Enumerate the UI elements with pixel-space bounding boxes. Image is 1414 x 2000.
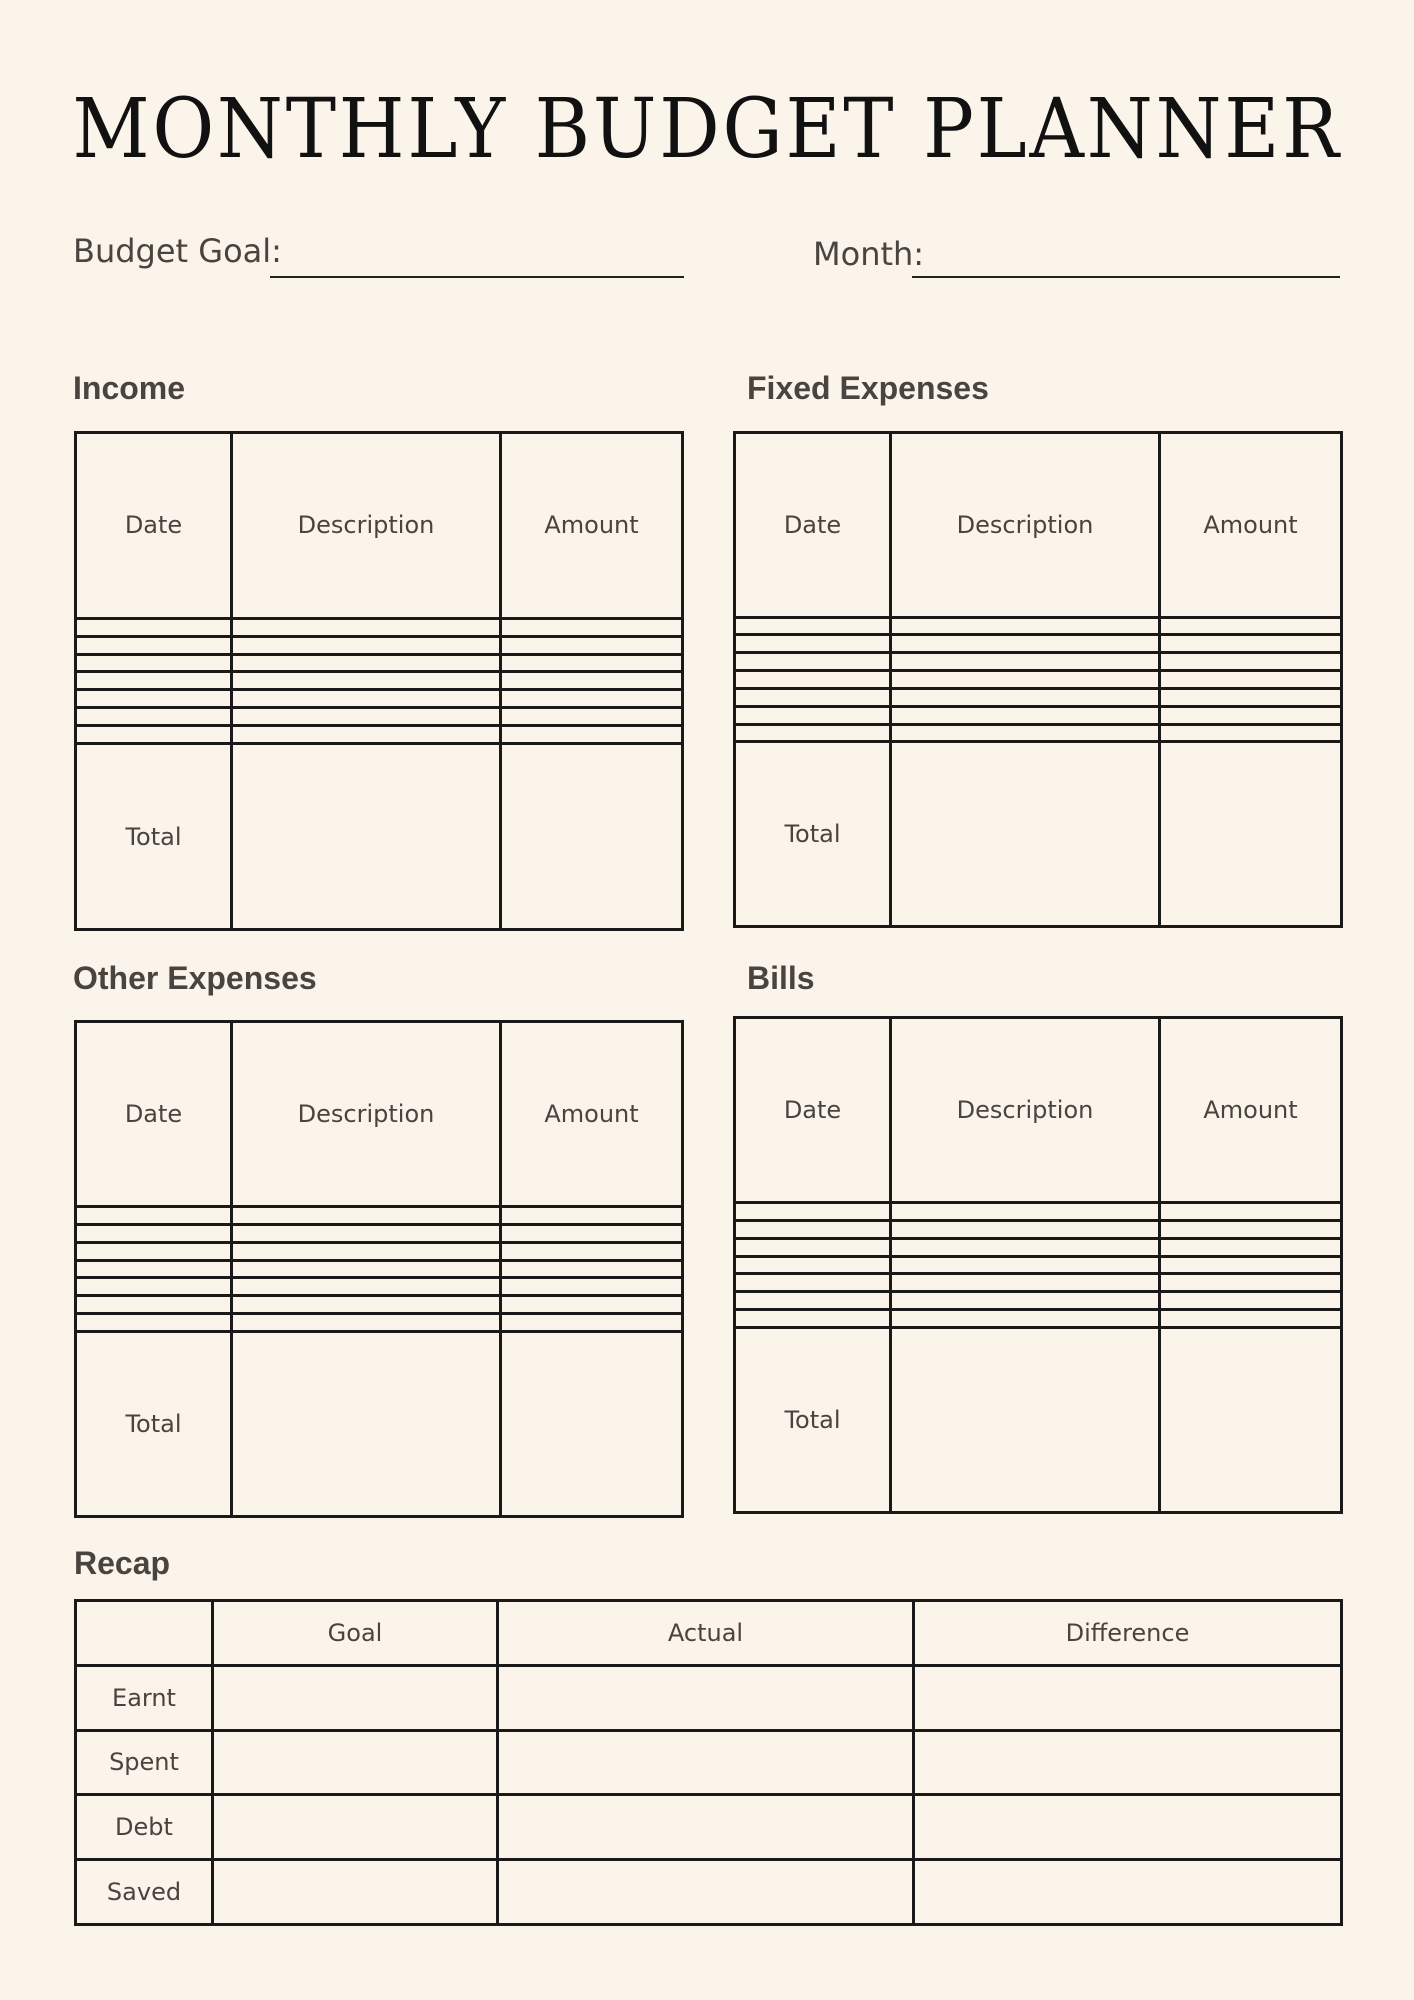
- recap-header-goal: Goal: [213, 1601, 498, 1666]
- fixed-expenses-cell-description[interactable]: [891, 688, 1160, 706]
- income-cell-amount[interactable]: [501, 618, 683, 636]
- recap-row-debt: [76, 1795, 1342, 1860]
- table-row: [76, 1296, 683, 1314]
- fixed-expenses-cell-description[interactable]: [891, 671, 1160, 689]
- table-row: [735, 617, 1342, 635]
- other-expenses-cell-amount[interactable]: [501, 1314, 683, 1332]
- table-row: [76, 690, 683, 708]
- table-row: [735, 1256, 1342, 1274]
- bills-cell-date[interactable]: [735, 1310, 891, 1328]
- recap-row-saved: [76, 1860, 1342, 1925]
- bills-total-amount[interactable]: [1160, 1328, 1342, 1513]
- other-expenses-cell-description[interactable]: [232, 1278, 501, 1296]
- page-title: MONTHLY BUDGET PLANNER: [72, 82, 1342, 177]
- income-header-row: [76, 433, 683, 619]
- fixed-expenses-cell-date[interactable]: [735, 688, 891, 706]
- bills-cell-date[interactable]: [735, 1202, 891, 1220]
- income-cell-description[interactable]: [232, 726, 501, 744]
- recap-cell-goal[interactable]: [213, 1730, 498, 1795]
- income-total-description[interactable]: [232, 744, 501, 930]
- fixed-expenses-cell-amount[interactable]: [1160, 617, 1342, 635]
- table-row: [76, 1242, 683, 1260]
- bills-cell-amount[interactable]: [1160, 1274, 1342, 1292]
- other-expenses-cell-date[interactable]: [76, 1206, 232, 1224]
- income-cell-description[interactable]: [232, 690, 501, 708]
- recap-cell-goal[interactable]: [213, 1665, 498, 1730]
- fixed-expenses-cell-amount[interactable]: [1160, 706, 1342, 724]
- table-row: [735, 1202, 1342, 1220]
- recap-cell-goal[interactable]: [213, 1860, 498, 1925]
- recap-header-difference: Difference: [914, 1601, 1342, 1666]
- fixed-expenses-cell-date[interactable]: [735, 671, 891, 689]
- bills-total-label: Total: [735, 1328, 891, 1513]
- other-expenses-cell-amount[interactable]: [501, 1242, 683, 1260]
- other-expenses-header-amount: Amount: [501, 1022, 683, 1207]
- other-expenses-cell-amount[interactable]: [501, 1278, 683, 1296]
- fixed-expenses-cell-amount[interactable]: [1160, 671, 1342, 689]
- fixed-expenses-cell-date[interactable]: [735, 724, 891, 742]
- recap-row-earnt: [76, 1665, 1342, 1730]
- bills-cell-description[interactable]: [891, 1238, 1160, 1256]
- bills-title: Bills: [747, 960, 815, 996]
- table-row: [735, 1274, 1342, 1292]
- other-expenses-cell-date[interactable]: [76, 1260, 232, 1278]
- income-header-description: Description: [232, 433, 501, 619]
- table-row: [735, 1238, 1342, 1256]
- recap-header-actual: Actual: [498, 1601, 914, 1666]
- recap-cell-actual[interactable]: [498, 1795, 914, 1860]
- fixed-expenses-header-description: Description: [891, 433, 1160, 618]
- table-row: [76, 654, 683, 672]
- bills-cell-description[interactable]: [891, 1256, 1160, 1274]
- other-expenses-cell-amount[interactable]: [501, 1260, 683, 1278]
- recap-cell-difference[interactable]: [914, 1795, 1342, 1860]
- fixed-expenses-header-amount: Amount: [1160, 433, 1342, 618]
- table-row: [735, 671, 1342, 689]
- table-row: [735, 688, 1342, 706]
- other-expenses-cell-description[interactable]: [232, 1314, 501, 1332]
- table-row: [76, 1278, 683, 1296]
- table-row: [76, 636, 683, 654]
- other-expenses-cell-description[interactable]: [232, 1206, 501, 1224]
- bills-cell-description[interactable]: [891, 1202, 1160, 1220]
- table-row: [76, 1314, 683, 1332]
- recap-cell-actual[interactable]: [498, 1730, 914, 1795]
- income-cell-date[interactable]: [76, 690, 232, 708]
- income-cell-description[interactable]: [232, 672, 501, 690]
- bills-header-row: [735, 1018, 1342, 1203]
- table-row: [735, 653, 1342, 671]
- bills-header-date: Date: [735, 1018, 891, 1203]
- income-cell-description[interactable]: [232, 708, 501, 726]
- income-header-amount: Amount: [501, 433, 683, 619]
- table-row: [735, 635, 1342, 653]
- other-expenses-header-description: Description: [232, 1022, 501, 1207]
- fixed-expenses-cell-description[interactable]: [891, 706, 1160, 724]
- income-cell-date[interactable]: [76, 726, 232, 744]
- table-row: [76, 1260, 683, 1278]
- recap-cell-actual[interactable]: [498, 1860, 914, 1925]
- bills-table: [733, 1016, 1343, 1514]
- table-row: [76, 1206, 683, 1224]
- table-row: [76, 672, 683, 690]
- recap-cell-difference[interactable]: [914, 1665, 1342, 1730]
- recap-header-row: [76, 1601, 1342, 1666]
- bills-cell-date[interactable]: [735, 1220, 891, 1238]
- income-cell-amount[interactable]: [501, 636, 683, 654]
- bills-cell-description[interactable]: [891, 1292, 1160, 1310]
- bills-cell-date[interactable]: [735, 1256, 891, 1274]
- bills-cell-amount[interactable]: [1160, 1310, 1342, 1328]
- budget-goal-label: Budget Goal:: [73, 232, 282, 270]
- fixed-expenses-total-amount[interactable]: [1160, 742, 1342, 927]
- bills-header-description: Description: [891, 1018, 1160, 1203]
- income-total-row: [76, 744, 683, 930]
- income-cell-date[interactable]: [76, 618, 232, 636]
- recap-cell-difference[interactable]: [914, 1860, 1342, 1925]
- income-cell-description[interactable]: [232, 654, 501, 672]
- income-cell-date[interactable]: [76, 654, 232, 672]
- income-cell-amount[interactable]: [501, 726, 683, 744]
- fixed-expenses-total-label: Total: [735, 742, 891, 927]
- income-cell-amount[interactable]: [501, 654, 683, 672]
- income-cell-description[interactable]: [232, 618, 501, 636]
- table-row: [76, 618, 683, 636]
- fixed-expenses-header-date: Date: [735, 433, 891, 618]
- other-expenses-cell-date[interactable]: [76, 1278, 232, 1296]
- recap-corner-cell: [76, 1601, 213, 1666]
- recap-row-label: Debt: [76, 1795, 213, 1860]
- fixed-expenses-table: [733, 431, 1343, 928]
- table-row: [76, 1224, 683, 1242]
- recap-row-label: Saved: [76, 1860, 213, 1925]
- month-label: Month:: [813, 235, 925, 273]
- bills-header-amount: Amount: [1160, 1018, 1342, 1203]
- fixed-expenses-cell-amount[interactable]: [1160, 688, 1342, 706]
- recap-row-label: Earnt: [76, 1665, 213, 1730]
- other-expenses-total-label: Total: [76, 1332, 232, 1517]
- other-expenses-header-date: Date: [76, 1022, 232, 1207]
- recap-row-label: Spent: [76, 1730, 213, 1795]
- income-cell-amount[interactable]: [501, 672, 683, 690]
- bills-cell-description[interactable]: [891, 1274, 1160, 1292]
- bills-cell-date[interactable]: [735, 1238, 891, 1256]
- fixed-expenses-cell-amount[interactable]: [1160, 635, 1342, 653]
- income-title: Income: [73, 370, 186, 406]
- fixed-expenses-cell-amount[interactable]: [1160, 724, 1342, 742]
- bills-total-description[interactable]: [891, 1328, 1160, 1513]
- other-expenses-header-row: [76, 1022, 683, 1207]
- other-expenses-title: Other Expenses: [73, 960, 317, 996]
- table-row: [735, 724, 1342, 742]
- other-expenses-table: [74, 1020, 684, 1518]
- income-cell-description[interactable]: [232, 636, 501, 654]
- income-cell-amount[interactable]: [501, 690, 683, 708]
- bills-cell-date[interactable]: [735, 1292, 891, 1310]
- other-expenses-cell-date[interactable]: [76, 1296, 232, 1314]
- fixed-expenses-title: Fixed Expenses: [747, 370, 989, 406]
- other-expenses-cell-amount[interactable]: [501, 1296, 683, 1314]
- bills-cell-amount[interactable]: [1160, 1202, 1342, 1220]
- month-field[interactable]: [912, 276, 1340, 278]
- income-cell-date[interactable]: [76, 672, 232, 690]
- other-expenses-cell-date[interactable]: [76, 1314, 232, 1332]
- other-expenses-cell-date[interactable]: [76, 1242, 232, 1260]
- other-expenses-cell-description[interactable]: [232, 1260, 501, 1278]
- other-expenses-cell-description[interactable]: [232, 1296, 501, 1314]
- other-expenses-cell-date[interactable]: [76, 1224, 232, 1242]
- table-row: [735, 1220, 1342, 1238]
- other-expenses-cell-amount[interactable]: [501, 1206, 683, 1224]
- bills-cell-amount[interactable]: [1160, 1256, 1342, 1274]
- fixed-expenses-cell-date[interactable]: [735, 706, 891, 724]
- income-cell-amount[interactable]: [501, 708, 683, 726]
- income-header-date: Date: [76, 433, 232, 619]
- table-row: [735, 1310, 1342, 1328]
- income-total-amount[interactable]: [501, 744, 683, 930]
- fixed-expenses-cell-description[interactable]: [891, 635, 1160, 653]
- fixed-expenses-cell-amount[interactable]: [1160, 653, 1342, 671]
- bills-cell-description[interactable]: [891, 1220, 1160, 1238]
- fixed-expenses-header-row: [735, 433, 1342, 618]
- fixed-expenses-cell-date[interactable]: [735, 653, 891, 671]
- table-row: [76, 708, 683, 726]
- table-row: [735, 706, 1342, 724]
- fixed-expenses-cell-description[interactable]: [891, 653, 1160, 671]
- income-cell-date[interactable]: [76, 708, 232, 726]
- bills-cell-description[interactable]: [891, 1310, 1160, 1328]
- other-expenses-total-row: [76, 1332, 683, 1517]
- recap-cell-difference[interactable]: [914, 1730, 1342, 1795]
- bills-total-row: [735, 1328, 1342, 1513]
- recap-row-spent: [76, 1730, 1342, 1795]
- income-table: [74, 431, 684, 931]
- recap-table: [74, 1599, 1343, 1926]
- bills-cell-amount[interactable]: [1160, 1220, 1342, 1238]
- other-expenses-total-amount[interactable]: [501, 1332, 683, 1517]
- recap-title: Recap: [74, 1545, 171, 1581]
- fixed-expenses-cell-date[interactable]: [735, 617, 891, 635]
- other-expenses-total-description[interactable]: [232, 1332, 501, 1517]
- fixed-expenses-cell-date[interactable]: [735, 635, 891, 653]
- budget-goal-field[interactable]: [270, 276, 684, 278]
- fixed-expenses-total-description[interactable]: [891, 742, 1160, 927]
- bills-cell-date[interactable]: [735, 1274, 891, 1292]
- income-total-label: Total: [76, 744, 232, 930]
- fixed-expenses-total-row: [735, 742, 1342, 927]
- bills-cell-amount[interactable]: [1160, 1238, 1342, 1256]
- income-cell-date[interactable]: [76, 636, 232, 654]
- bills-cell-amount[interactable]: [1160, 1292, 1342, 1310]
- recap-cell-actual[interactable]: [498, 1665, 914, 1730]
- recap-cell-goal[interactable]: [213, 1795, 498, 1860]
- other-expenses-cell-description[interactable]: [232, 1242, 501, 1260]
- fixed-expenses-cell-description[interactable]: [891, 724, 1160, 742]
- other-expenses-cell-amount[interactable]: [501, 1224, 683, 1242]
- table-row: [76, 726, 683, 744]
- table-row: [735, 1292, 1342, 1310]
- fixed-expenses-cell-description[interactable]: [891, 617, 1160, 635]
- other-expenses-cell-description[interactable]: [232, 1224, 501, 1242]
